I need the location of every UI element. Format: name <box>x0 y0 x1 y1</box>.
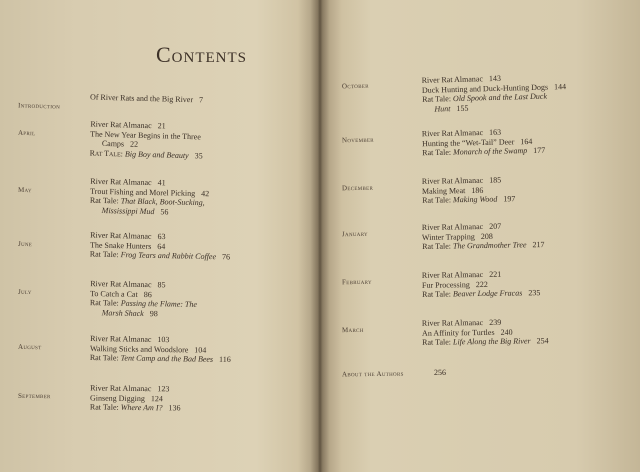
page-number: 235 <box>528 288 541 298</box>
page-number: 21 <box>157 121 166 131</box>
toc-line-text: An Affinity for Turtles <box>421 327 495 338</box>
toc-line-italic: Frog Tears and Rabbit Coffee <box>118 250 217 262</box>
toc-line-italic: Beaver Lodge Fracas <box>450 288 523 299</box>
month-label: May <box>17 185 32 195</box>
toc-line-italic: Old Spook and the Last Duck <box>450 91 548 104</box>
toc-line <box>90 93 203 105</box>
toc-line-italic: Making Wood <box>450 194 498 205</box>
page-number: 116 <box>219 354 231 364</box>
toc-line-text: Making Meat <box>421 185 466 196</box>
month-label: September <box>17 391 51 401</box>
toc-entry-group <box>422 317 549 347</box>
page-number: 254 <box>536 336 549 346</box>
page-number: 240 <box>500 327 513 337</box>
page-number: 104 <box>194 344 207 355</box>
toc-line <box>422 103 468 114</box>
toc-line-text: Hunting the “Wet-Tail” Deer <box>421 136 515 148</box>
toc-line-text: Rat Tale: <box>89 148 124 158</box>
toc-entry-group <box>422 221 545 251</box>
page-number: 98 <box>149 308 158 318</box>
toc-entry-group <box>422 72 567 114</box>
toc-entry-group <box>90 384 181 413</box>
month-label: October <box>341 81 369 91</box>
toc-line-italic: Life Along the Big River <box>450 336 531 347</box>
toc-line <box>422 336 549 347</box>
toc-line <box>90 205 169 216</box>
page-number: 136 <box>168 403 181 413</box>
page-number: 177 <box>533 145 546 155</box>
toc-line <box>422 194 515 205</box>
toc-line-text: Rat Tale: <box>89 195 119 206</box>
page-number: 164 <box>520 136 533 146</box>
page-number: 208 <box>480 231 493 241</box>
toc-entry-group <box>90 279 198 319</box>
toc-line-text: Rat Tale: <box>89 298 119 308</box>
toc-line-italic: Hunt <box>434 103 451 114</box>
page-number: 185 <box>489 175 502 185</box>
page-number: 207 <box>489 221 502 231</box>
toc-line-text: Trout Fishing and Morel Picking <box>90 186 196 198</box>
month-label: January <box>341 229 368 239</box>
toc-entry-group <box>90 231 231 262</box>
month-label: Introduction <box>17 101 61 111</box>
toc-line <box>428 368 446 378</box>
toc-line <box>90 148 203 160</box>
page-number: 63 <box>157 231 166 242</box>
toc-line-text: Rat Tale: <box>422 241 452 251</box>
toc-line <box>90 403 181 413</box>
toc-line-text: River Rat Almanac <box>90 230 152 241</box>
toc-line-text: River Rat Almanac <box>421 128 484 139</box>
month-label: June <box>17 239 33 249</box>
toc-line <box>90 308 158 319</box>
toc-line-text: River Rat Almanac <box>90 334 152 344</box>
page-number: 56 <box>160 206 169 216</box>
toc-entry-group <box>90 93 203 105</box>
toc-entry-group <box>422 269 541 299</box>
toc-line <box>422 146 545 158</box>
toc-line-text: Duck Hunting and Duck-Hunting Dogs <box>421 82 549 95</box>
page-number: 143 <box>488 73 502 84</box>
toc-line-italic: Big Boy and Beauty <box>122 148 189 160</box>
page-number: 64 <box>157 241 166 251</box>
page-title: Contents <box>156 42 248 67</box>
toc-line-text: Camps <box>101 138 125 149</box>
toc-line-text: River Rat Almanac <box>421 269 484 280</box>
toc-line-text: Of River Rats and the Big River <box>89 92 194 105</box>
toc-line-italic: Where Am I? <box>118 402 163 413</box>
toc-entry-group <box>90 177 210 217</box>
toc-line-text: Rat Tale: <box>422 147 452 158</box>
toc-line-italic: Mississippi Mud <box>101 205 155 216</box>
page-number: 41 <box>157 178 166 188</box>
toc-line-text: River Rat Almanac <box>90 119 152 131</box>
month-label: About the Authors <box>341 369 404 379</box>
page-number: 103 <box>157 334 170 345</box>
page-number: 76 <box>221 252 231 262</box>
toc-line <box>422 240 544 251</box>
page-number: 197 <box>503 194 516 204</box>
toc-line-italic: Marsh Shack <box>101 307 144 318</box>
toc-line-italic: Passing the Flame: The <box>118 298 198 309</box>
toc-entry-group <box>422 127 546 158</box>
toc-line-italic: Monarch of the Swamp <box>450 146 528 157</box>
left-page <box>0 0 318 472</box>
page-number: 217 <box>532 240 545 250</box>
page-number: 163 <box>489 127 502 137</box>
toc-line-text: River Rat Almanac <box>421 175 484 186</box>
toc-line-text: River Rat Almanac <box>90 176 152 188</box>
toc-entry-group <box>428 368 446 378</box>
toc-line <box>90 250 230 262</box>
month-label: July <box>17 287 32 297</box>
toc-line-text: Rat Tale: <box>89 402 119 412</box>
toc-line-text: River Rat Almanac <box>421 74 484 85</box>
toc-line-text: The New Year Begins in the Three <box>90 129 201 141</box>
toc-line-text: Rat Tale: <box>422 289 452 299</box>
toc-line-italic: The Grandmother Tree <box>450 240 527 251</box>
toc-line <box>90 353 231 364</box>
page-number: 144 <box>553 81 567 91</box>
page-number: 35 <box>194 150 203 160</box>
toc-line-text: Rat Tale: <box>422 94 452 104</box>
toc-entry-group <box>90 120 204 161</box>
toc-line <box>422 288 540 299</box>
page-number: 22 <box>130 139 139 149</box>
month-label: December <box>341 183 374 193</box>
toc-entry-group <box>90 334 231 364</box>
page-number: 186 <box>471 185 484 195</box>
toc-line-text: River Rat Almanac <box>421 221 484 232</box>
page-number: 221 <box>489 269 502 279</box>
month-label: April <box>17 128 36 138</box>
page-number: 155 <box>456 103 469 113</box>
page-number: 239 <box>489 317 502 327</box>
page-number: 256 <box>433 367 447 378</box>
toc-line-text: River Rat Almanac <box>90 383 152 394</box>
toc-line-text: Winter Trapping <box>421 231 475 242</box>
toc-line-text: The Snake Hunters <box>89 240 152 251</box>
toc-line-text: Walking Sticks and Woodslore <box>89 343 189 354</box>
page-number: 85 <box>157 280 166 290</box>
page-number: 7 <box>198 95 204 105</box>
month-label: February <box>341 277 372 287</box>
toc-line-text: River Rat Almanac <box>90 279 152 290</box>
right-page <box>322 0 640 472</box>
toc-entry-group <box>422 175 516 205</box>
page-number: 222 <box>475 279 488 289</box>
page-number: 42 <box>201 188 210 198</box>
toc-line-text: Ginseng Digging <box>89 393 145 403</box>
toc-line-text: Rat Tale: <box>89 353 119 363</box>
month-label: November <box>341 135 374 145</box>
toc-line-italic: Tent Camp and the Bad Bees <box>118 353 214 364</box>
toc-line-text: To Catch a Cat <box>90 288 138 299</box>
toc-line-text: Rat Tale: <box>89 249 119 260</box>
page-number: 123 <box>157 384 170 394</box>
toc-line-text: Fur Processing <box>421 279 470 290</box>
month-label: August <box>17 342 42 352</box>
toc-line-text: River Rat Almanac <box>421 318 484 328</box>
toc-line-italic: That Black, Boot-Sucking, <box>118 196 205 208</box>
toc-line-text: Rat Tale: <box>422 195 452 205</box>
page-number: 86 <box>143 289 152 299</box>
month-label: March <box>341 325 364 335</box>
toc-line <box>422 175 515 186</box>
page-number: 124 <box>150 393 163 403</box>
toc-line-text: Rat Tale: <box>422 337 452 347</box>
